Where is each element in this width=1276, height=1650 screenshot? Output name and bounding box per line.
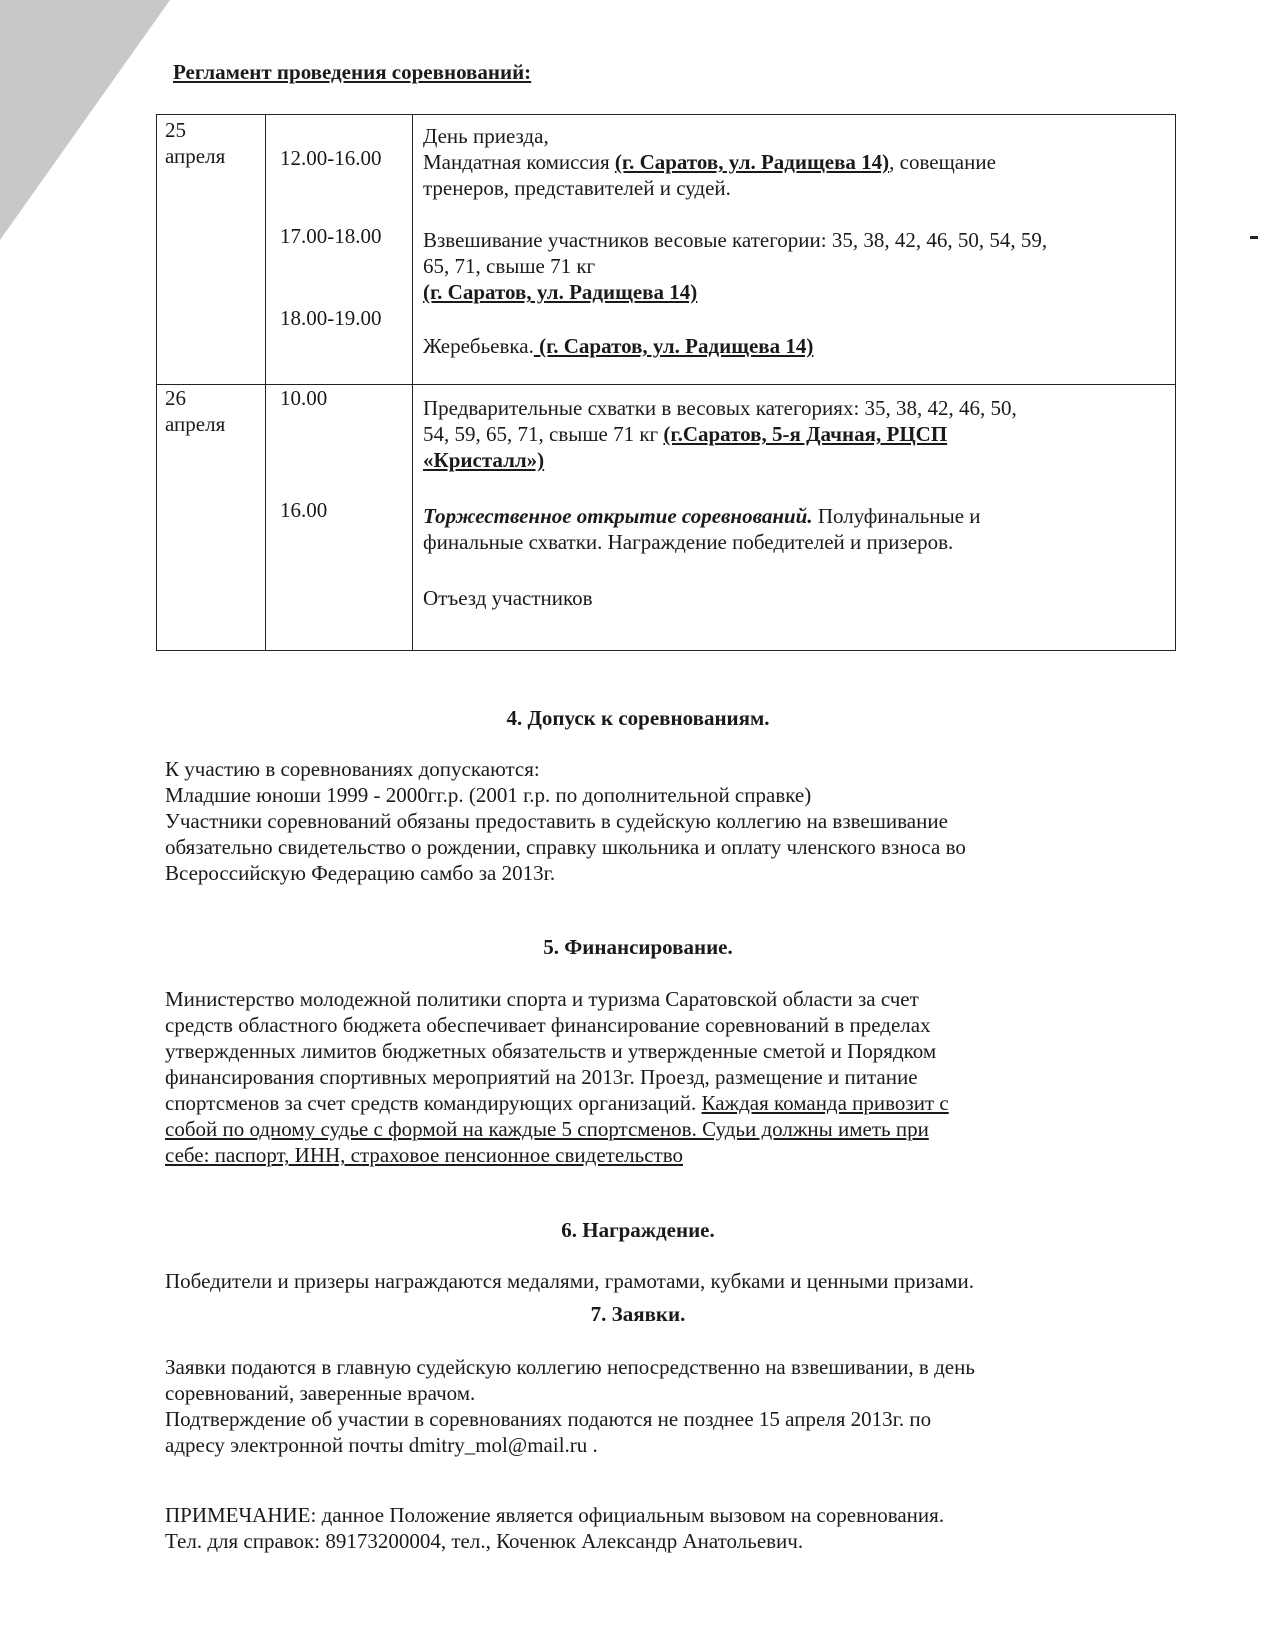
event-cell (413, 385, 1176, 651)
date-day: 25 (165, 118, 186, 142)
time-slot: 18.00-19.00 (280, 306, 382, 330)
event-place: (г. Саратов, ул. Радищева 14) (614, 150, 890, 174)
text-line: Заявки подаются в главную судейскую коллегию непосредственно на взвешивании, в день (165, 1355, 975, 1379)
event-text: Торжественное открытие соревнований. Полуфинальные и (423, 504, 981, 528)
time-slot: 10.00 (280, 386, 328, 410)
section-heading: 6. Награждение. (561, 1218, 715, 1242)
text-line: адресу электронной почты dmitry_mol@mail.ru . (165, 1433, 598, 1457)
date-cell (157, 385, 266, 651)
event-cell (413, 115, 1176, 385)
schedule-table (156, 114, 1176, 651)
text-line: соревнований, заверенные врачом. (165, 1381, 476, 1405)
text-line: Подтверждение об участии в соревнованиях подаются не позднее 15 апреля 2013г. по (165, 1407, 932, 1431)
time-slot: 12.00-16.00 (280, 146, 382, 170)
text-line: собой по одному судье с формой на каждые 5 спортсменов. Судьи должны иметь при (165, 1117, 929, 1141)
event-text: 65, 71, свыше 71 кг (423, 254, 596, 278)
text-line: Участники соревнований обязаны предоставить в судейскую коллегию на взвешивание (165, 809, 948, 833)
text-line: утвержденных лимитов бюджетных обязательств и утвержденные сметой и Порядком (165, 1039, 937, 1063)
text-line: К участию в соревнованиях допускаются: (165, 757, 540, 781)
section-body (165, 756, 1245, 886)
event-text: Жеребьевка. (г. Саратов, ул. Радищева 14) (423, 334, 814, 358)
schedule-title: Регламент проведения соревнований: (173, 60, 532, 84)
section-body (165, 986, 1245, 1168)
time-slot: 17.00-18.00 (280, 224, 382, 248)
text-line: финансирования спортивных мероприятий на 2013г. Проезд, размещение и питание (165, 1065, 918, 1089)
time-slot: 16.00 (280, 498, 328, 522)
text-line: Младшие юноши 1999 - 2000гг.р. (2001 г.р. по дополнительной справке) (165, 783, 812, 807)
event-place: (г. Саратов, ул. Радищева 14) (423, 280, 698, 304)
event-place: (г. Саратов, ул. Радищева 14) (533, 334, 814, 358)
text-line: обязательно свидетельство о рождении, справку школьника и оплату членского взноса во (165, 835, 966, 859)
text-line: Тел. для справок: 89173200004, тел., Коченюк Александр Анатольевич. (165, 1529, 804, 1553)
section-heading: 4. Допуск к соревнованиям. (506, 706, 770, 730)
table-row (157, 115, 1176, 385)
time-cell (266, 115, 413, 385)
text-line: Министерство молодежной политики спорта и туризма Саратовской области за счет (165, 987, 919, 1011)
date-day: 26 (165, 386, 186, 410)
event-text: 54, 59, 65, 71, свыше 71 кг (г.Саратов, 5-я Дачная, РЦСП (423, 422, 948, 446)
time-cell (266, 385, 413, 651)
text-line: средств областного бюджета обеспечивает финансирование соревнований в пределах (165, 1013, 931, 1037)
section-body (165, 1354, 1245, 1458)
text-line: Всероссийскую Федерацию самбо за 2013г. (165, 861, 556, 885)
event-place: «Кристалл») (423, 448, 545, 472)
event-text: тренеров, представителей и судей. (423, 176, 731, 200)
text-line: себе: паспорт, ИНН, страховое пенсионное свидетельство (165, 1143, 683, 1167)
event-text: финальные схватки. Награждение победителей и призеров. (423, 530, 954, 554)
event-text: Взвешивание участников весовые категории: 35, 38, 42, 46, 50, 54, 59, (423, 228, 1048, 252)
section-heading: 5. Финансирование. (543, 935, 733, 959)
date-month: апреля (165, 144, 226, 168)
note-block (165, 1502, 1245, 1554)
text-line: спортсменов за счет средств командирующих организаций. Каждая команда привозит с (165, 1091, 949, 1115)
text-line: Победители и призеры награждаются медалями, грамотами, кубками и ценными призами. (165, 1269, 975, 1293)
event-text: Отъезд участников (423, 586, 593, 610)
event-text: Предварительные схватки в весовых категориях: 35, 38, 42, 46, 50, (423, 396, 1017, 420)
text-line: ПРИМЕЧАНИЕ: данное Положение является официальным вызовом на соревнования. (165, 1503, 945, 1527)
date-cell (157, 115, 266, 385)
event-text: Мандатная комиссия (г. Саратов, ул. Радищева 14), совещание (423, 150, 996, 174)
date-month: апреля (165, 412, 226, 436)
section-heading: 7. Заявки. (590, 1302, 686, 1326)
event-place: (г.Саратов, 5-я Дачная, РЦСП (663, 422, 948, 446)
section-body (165, 1268, 1245, 1294)
table-row (157, 385, 1176, 651)
event-text: День приезда, (423, 124, 549, 148)
